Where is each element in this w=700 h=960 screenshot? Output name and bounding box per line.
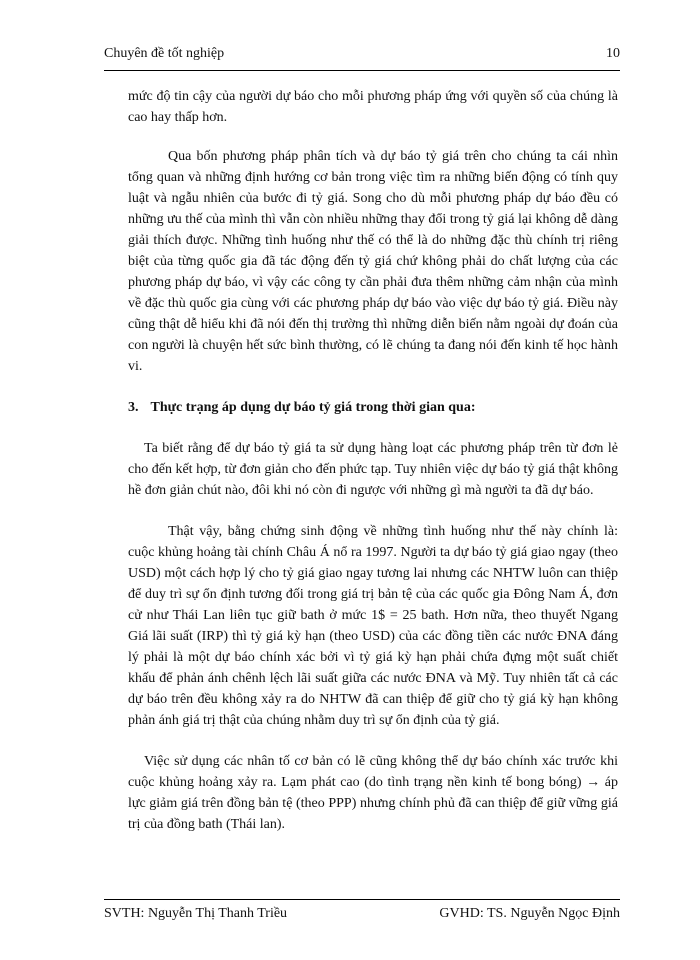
section-number: 3. xyxy=(128,400,139,415)
page-number: 10 xyxy=(606,46,620,61)
student-name: SVTH: Nguyễn Thị Thanh Triều xyxy=(104,906,288,921)
page-footer xyxy=(104,906,620,926)
page-body xyxy=(128,86,618,835)
paragraph-3: Ta biết rằng để dự báo tỷ giá ta sử dụng hàng loạt các phương pháp trên từ đơn lẻ cho đến kết hợp, từ đơn giản cho đến phức tạp. Tuy nhiên việc dự báo tỷ giá thật không hề đơn giản chút nào, đôi khi nó còn đi ngược với những gì mà người ta đã dự báo. xyxy=(128,441,618,498)
paragraph-1: mức độ tin cậy của người dự báo cho mỗi phương pháp ứng với quyền số của chúng là cao hay thấp hơn. xyxy=(128,89,618,125)
section-title: Thực trạng áp dụng dự báo tỷ giá trong thời gian qua: xyxy=(150,400,476,415)
document-title: Chuyên đề tốt nghiệp xyxy=(104,46,225,61)
footer-divider xyxy=(104,899,620,900)
header-divider xyxy=(104,70,620,71)
page-header xyxy=(104,46,620,68)
advisor-name: GVHD: TS. Nguyễn Ngọc Định xyxy=(439,906,620,921)
section-heading xyxy=(128,397,618,418)
paragraph-4: Thật vậy, bằng chứng sinh động về những tình huống như thế này chính là: cuộc khủng hoảng tài chính Châu Á nổ ra 1997. Người ta dự báo tỷ giá giao ngay (theo USD) một cách hợp lý cho tỷ giá giao ngay tương lai nhưng các NHTW luôn can thiệp để duy trì sự ổn định tương đối trong giá trị bản tệ của các quốc gia Đông Nam Á, đơn cử như Thái Lan liên tục giữ bath ở mức 1$ = 25 bath. Hơn nữa, theo thuyết Ngang Giá lãi suất (IRP) thì tỷ giá kỳ hạn (theo USD) của các đồng tiền các nước ĐNA đáng lý phải là một dự báo chính xác bởi vì tỷ giá kỳ hạn phải chứa đựng một suất chiết khấu để phản ánh chênh lệch lãi suất giữa các nước ĐNA và Mỹ. Tuy nhiên tất cả các dự báo trên đều không xảy ra do NHTW đã can thiệp để giữ cho tỷ giá kỳ hạn không phản ánh giá trị thật của chúng nhằm duy trì sự ổn định của tỷ giá. xyxy=(128,524,618,728)
paragraph-5: Việc sử dụng các nhân tố cơ bản có lẽ cũng không thể dự báo chính xác trước khi cuộc khủng hoảng xảy ra. Lạm phát cao (do tình trạng nền kinh tế bong bóng) → áp lực giảm giá trên đồng bản tệ (theo PPP) nhưng chính phủ đã can thiệp để giữ vững giá trị của đồng bath (Thái lan). xyxy=(128,754,618,832)
paragraph-2: Qua bốn phương pháp phân tích và dự báo tỷ giá trên cho chúng ta cái nhìn tổng quan và những định hướng cơ bản trong việc tìm ra những biến động có tính quy luật và ngẫu nhiên của bước đi tỷ giá. Song cho dù mỗi phương pháp dự báo đều có những ưu thế của mình thì vẫn còn nhiều những thay đổi trong tỷ giá lại không dễ dàng giải thích được. Những tình huống như thế có thể là do những đặc thù chính trị riêng biệt của từng quốc gia đã tác động đến tỷ giá chứ không phải do chất lượng của các phương pháp dự báo, vì vậy các công ty cần phải đưa thêm những cảm nhận của mình về đặc thù quốc gia cùng với các phương pháp dự báo vào việc dự báo tỷ giá. Điều này cũng thật dễ hiểu khi đã nói đến thị trường thì những diễn biến nằm ngoài dự đoán của con người là chuyện hết sức bình thường, có lẽ chúng ta đang nói đến kinh tế học hành vi. xyxy=(128,149,618,374)
